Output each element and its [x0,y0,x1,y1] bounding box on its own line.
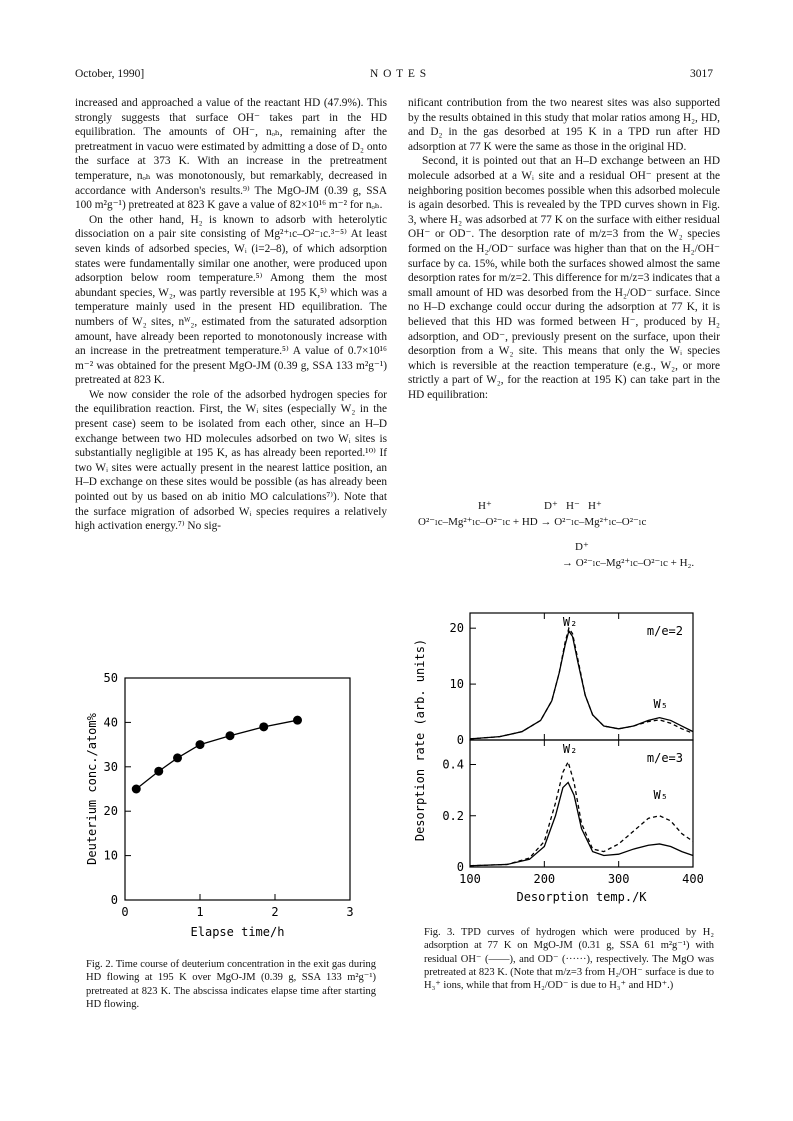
w5-annotation: W₅ [653,788,669,802]
y-tick-label: 30 [103,759,118,774]
reaction-mid-charge: D⁺ [575,541,589,553]
x-tick-label: 1 [196,905,204,919]
right-column [408,96,720,402]
y-tick-label: 40 [103,715,118,730]
reaction-line-1: O²⁻ₗc–Mg²⁺ₗc–O²⁻ₗc + HD → O²⁻ₗc–Mg²⁺ₗc–O²⁻ₗc [418,516,647,528]
oh-series-line [470,631,693,739]
x-tick-label: 400 [682,872,704,886]
y-tick-label: 0 [110,893,118,907]
od-series-line [470,762,693,866]
data-point [154,767,163,776]
data-point [196,740,205,749]
y-tick-label: 10 [103,848,118,863]
data-point [173,753,182,762]
y-tick-label: 20 [103,804,118,819]
w2-annotation: W₂ [562,742,578,756]
panel-label: m/e=3 [646,751,683,765]
y-tick-label: 50 [103,671,118,685]
data-point [226,731,235,740]
left-column [75,96,387,534]
x-tick-label: 100 [459,872,481,886]
reaction-line-2: → O²⁻ₗc–Mg²⁺ₗc–O²⁻ₗc + H₂. [562,557,695,569]
panel-label: m/e=2 [646,624,683,638]
figure-2-caption: Fig. 2. Time course of deuterium concentration in the exit gas during HD flowing at 195 K over MgO-JM (0.39 g, SSA 133 m²g⁻¹) pretreated at 823 K. The abscissa indicates elapse time after starting HD flowing. [86,959,376,1010]
w5-annotation: W₅ [653,697,669,711]
data-point [293,716,302,725]
figure-3-caption: Fig. 3. TPD curves of hydrogen which were produced by H₂ adsorption at 77 K on MgO-JM (0.31 g, SSA 61 m²g⁻¹) with residual OH⁻ (——), and OD⁻ (······), respectively. The MgO was pretreated at 823 K. (Note that m/z=3 from H₂/OH⁻ surface is due to H₃⁺ ions, while that from H₂/OD⁻ is due to H₃⁺ and HD⁺.) [424,927,714,992]
y-tick-label: 0 [456,860,464,874]
data-point [132,785,141,794]
x-axis-label: Elapse time/h [190,925,285,939]
x-axis-label: Desorption temp./K [516,890,647,904]
data-line [136,720,297,789]
left-paragraph-1: increased and approached a value of the reactant HD (47.9%). This strongly suggests that surface OH⁻ takes part in the HD equilibration. The amounts of OH⁻, nₒₕ, remaining after the pretreatment in vacuo were estimated by admitting a dose of D₂ onto the surface at 373 K. With an increase in the pretreatment temperature, nₒₕ was monotonously, but remarkably, decreased in accordance with Anderson's results.⁹⁾ The MgO-JM (0.39 g, SSA 100 m²g⁻¹) pretreated at 823 K gave a value of 82×10¹⁶ m⁻² for nₒₕ. [75,97,387,212]
figure-3-chart [408,605,718,925]
figure-2-chart [80,668,390,958]
y-axis-label: Deuterium conc./atom% [85,713,99,865]
x-tick-label: 3 [346,905,354,919]
y-tick-label: 0.4 [442,757,464,772]
od-series-line [470,628,693,739]
y-tick-label: 10 [449,677,464,692]
left-paragraph-2: On the other hand, H₂ is known to adsorb with heterolytic dissociation on a pair site consisting of Mg²⁺ₗc–O²⁻ₗc.³⁻⁵⁾ At least seven kinds of adsorbed species, Wᵢ (i=2–8), of which adsorption states were fundamentally similar one another, were produced upon adsorption below room temperature.⁵⁾ Among them the most abundant species, W₂, was partly reversible at 195 K,⁵⁾ which was a temperature mainly used in the present HD equilibration. The numbers of W₂ sites, nᵂ₂, estimated from the saturated adsorption amount, have already been reported to monotonously increase with an increase in the pretreatment temperature.⁵⁾ A value of 0.7×10¹⁶ m⁻² was obtained for the present MgO-JM (0.39 g, SSA 133 m²g⁻¹) pretreated at 823 K. [75,213,387,387]
x-tick-label: 200 [533,872,556,886]
header-page-number: 3017 [690,68,713,80]
plot-frame [125,678,350,900]
y-tick-label: 0.2 [442,808,464,823]
y-tick-label: 20 [449,621,464,636]
x-tick-label: 0 [121,905,129,919]
data-point [259,722,268,731]
y-axis-label: Desorption rate (arb. units) [413,638,427,842]
w2-annotation: W₂ [562,615,578,629]
x-tick-label: 300 [607,872,630,886]
right-paragraph-2: Second, it is pointed out that an H–D exchange between an HD molecule adsorbed at a Wᵢ site and a residual OH⁻ present at the neighboring position becomes possible when this adsorbed molecule is again desorbed. This is revealed by the TPD curves shown in Fig. 3, where H₂ was adsorbed at 77 K on the surface with either residual OH⁻ or OD⁻. The desorption rate of m/z=3 from the W₂ species formed on the H₂/OD⁻ surface was higher than that on the H₂/OH⁻ surface by ca. 15%, while both the surfaces showed almost the same desorption rates for m/z=2. This difference for m/z=3 indicates that a small amount of HD was desorbed from the H₂/OD⁻ surface. Since no H–D exchange could occur during the adsorption at 77 K, it is believed that this HD was formed between H⁻, produced by H₂ adsorption, and OD⁻, previously present on the surface, upon their desorption from a W₂ site. This means that only the Wᵢ species which is reversible at the reaction temperature (e.g., W₂, or more strictly a part of W₂, for the reaction at 195 K) can take part in the HD equilibration: [408,155,720,401]
x-tick-label: 2 [271,905,279,919]
y-tick-label: 0 [456,733,464,747]
left-paragraph-3: We now consider the role of the adsorbed hydrogen species for the equilibration reaction. First, the Wᵢ sites (especially W₂ in the present case) seem to be isolated from each other, since an H–D exchange between two HD molecules adsorbed on two Wᵢ sites is substantially negligible at 195 K, as has already been reported.¹⁰⁾ If two Wᵢ sites were actually present in the nearest lattice position, an H–D exchange on these sites would be possible (as has already been pointed out by us based on ab initio MO calculations⁷⁾). Note that the surface migration of adsorbed Wᵢ species requires a relatively high activation energy.⁷⁾ No sig- [75,388,387,533]
header-date: October, 1990] [75,68,145,80]
reaction-top-charges: H⁺ D⁺ H⁻ H⁺ [478,500,602,512]
header-section: N O T E S [370,68,428,80]
right-paragraph-1: nificant contribution from the two nearest sites was also supported by the results obtained in this study that molar ratios among H₂, HD, and D₂ in the gas desorbed at 195 K in a TPD run after HD adsorption at 77 K were the same as those in the original HD. [408,97,720,153]
